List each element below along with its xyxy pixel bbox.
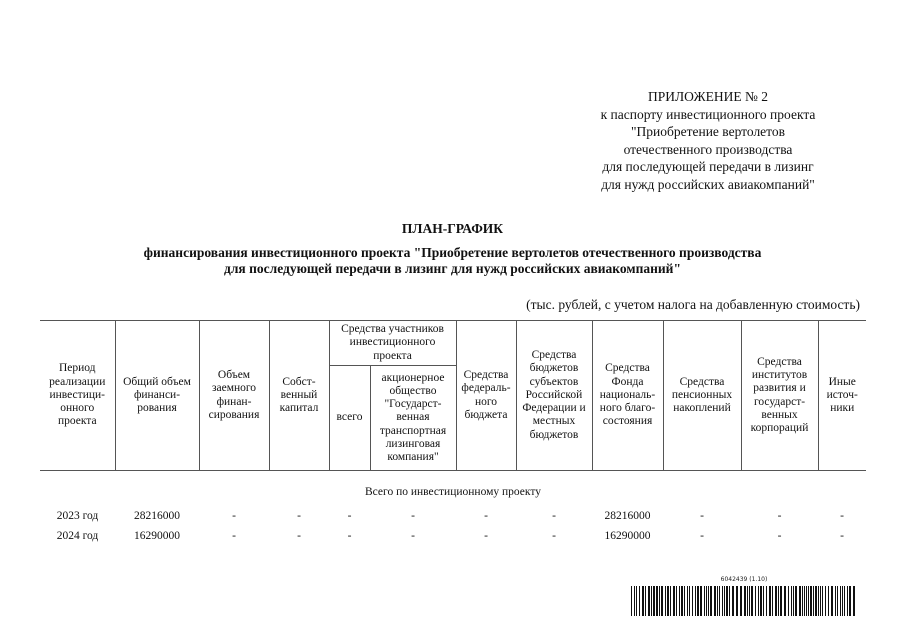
table-row [40, 505, 866, 527]
appendix-line-3: "Приобретение вертолетов [630, 124, 786, 140]
header-participants-gtlk: акционерное общество "Государст-венная транспортная лизинговая компания" [370, 366, 456, 471]
subtitle-line-2: для последующей передачи в лизинг для нужд российских авиакомпаний" [224, 261, 681, 276]
units-note: (тыс. рублей, с учетом налога на добавленную стоимость) [526, 297, 860, 312]
subtitle-line-1: финансирования инвестиционного проекта "Приобретение вертолетов отечественного производства [143, 245, 762, 260]
header-total: Общий объем финанси-рования [115, 321, 199, 471]
header-pension: Средства пенсионных накоплений [663, 321, 741, 471]
appendix-block [558, 88, 858, 194]
appendix-line-5: для последующей передачи в лизинг [602, 159, 814, 175]
cell-borrowed: - [232, 510, 236, 523]
header-other: Иные источ-ники [818, 321, 866, 471]
header-regional: Средства бюджетов субъектов Российской Федерации и местных бюджетов [516, 321, 592, 471]
table-row [40, 527, 866, 547]
cell-participants-gtlk: - [411, 530, 415, 543]
cell-federal: - [484, 530, 488, 543]
barcode-label: 6042439 (1.10) [720, 576, 768, 583]
cell-institutes: - [777, 510, 782, 523]
header-participants-all: всего [329, 366, 370, 471]
appendix-line-4: отечественного производства [623, 141, 793, 157]
cell-institutes: - [777, 530, 782, 543]
document-subtitle [0, 245, 905, 277]
cell-regional: - [552, 510, 556, 523]
header-institutes: Средства институтов развития и государст-венных корпораций [741, 321, 818, 471]
financing-schedule-table [40, 320, 866, 547]
cell-borrowed: - [232, 530, 236, 543]
cell-nwf: 16290000 [604, 530, 651, 543]
cell-pension: - [700, 530, 704, 543]
appendix-line-1: ПРИЛОЖЕНИЕ № 2 [647, 89, 769, 104]
barcode-icon [631, 586, 857, 616]
cell-participants-all: - [347, 510, 352, 523]
cell-pension: - [700, 510, 704, 523]
cell-own: - [297, 530, 301, 543]
header-own-capital: Собст-венный капитал [269, 321, 329, 471]
cell-period: 2024 год [56, 530, 99, 543]
barcode [631, 576, 857, 616]
cell-federal: - [484, 510, 488, 523]
cell-participants-gtlk: - [411, 510, 415, 523]
header-period: Период реализации инвестици-онного проекта [40, 321, 115, 471]
cell-participants-all: - [347, 530, 352, 543]
cell-period: 2023 год [56, 510, 99, 523]
document-title: ПЛАН-ГРАФИК [401, 221, 504, 236]
appendix-line-2: к паспорту инвестиционного проекта [600, 106, 816, 122]
appendix-line-6: для нужд российских авиакомпаний" [601, 176, 815, 192]
header-borrowed: Объем заемного финан-сирования [199, 321, 269, 471]
cell-regional: - [552, 530, 556, 543]
cell-other: - [840, 530, 844, 543]
cell-nwf: 28216000 [604, 510, 651, 523]
cell-own: - [297, 510, 301, 523]
header-participants: Средства участников инвестиционного проекта [329, 321, 456, 366]
header-nwf: Средства Фонда националь-ного благо-состояния [592, 321, 663, 471]
section-label: Всего по инвестиционному проекту [365, 486, 541, 499]
cell-other: - [840, 510, 844, 523]
cell-total: 28216000 [134, 510, 180, 523]
header-federal: Средства федераль-ного бюджета [456, 321, 516, 471]
cell-total: 16290000 [134, 530, 180, 543]
